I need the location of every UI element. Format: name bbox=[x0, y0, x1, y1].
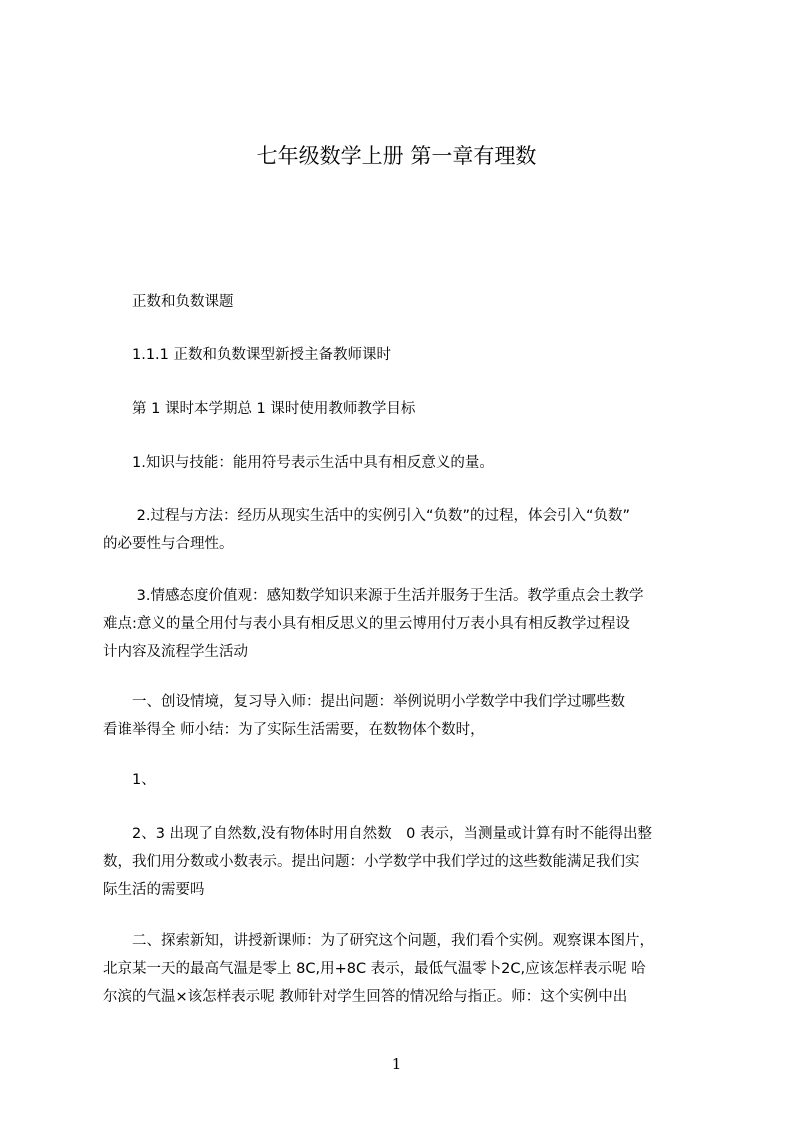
paragraph-line: 的必要性与合理性。 bbox=[103, 536, 234, 552]
body-paragraph bbox=[103, 341, 703, 369]
body-paragraph bbox=[103, 395, 703, 423]
paragraph-line: 第 1 课时本学期总 1 课时使用教师教学目标 bbox=[103, 401, 416, 417]
paragraph-line: 3.情感态度价值观：感知数学知识来源于生活并服务于生活。教学重点会土教学 bbox=[103, 588, 644, 604]
paragraph-line: 北京某一天的最高气温是零上 8C,用+8C 表示，最低气温零卜2C,应该怎样表示呢 哈 bbox=[103, 961, 646, 977]
paragraph-line: 正数和负数课题 bbox=[103, 294, 234, 310]
body-paragraph bbox=[103, 927, 703, 1011]
paragraph-line: 二、探索新知，讲授新课师：为了研究这个问题，我们看个实例。观察课本图片， bbox=[103, 933, 654, 949]
body-paragraph bbox=[103, 820, 703, 904]
paragraph-line: 计内容及流程学生活动 bbox=[103, 644, 248, 660]
body-paragraph bbox=[103, 288, 703, 316]
body-paragraph bbox=[103, 582, 703, 666]
body-paragraph bbox=[103, 688, 703, 744]
paragraph-line: 尔滨的气温×该怎样表示呢 教师针对学生回答的情况给与指正。师：这个实例中出 bbox=[103, 989, 628, 1005]
paragraph-line: 一、创设情境，复习导入师：提出问题：举例说明小学数学中我们学过哪些数 bbox=[103, 694, 625, 710]
paragraph-line: 1、 bbox=[103, 772, 156, 788]
paragraph-line: 2.过程与方法：经历从现实生活中的实例引入“负数”的过程，体会引入“负数” bbox=[103, 508, 630, 524]
paragraph-line: 数，我们用分数或小数表示。提出问题：小学数学中我们学过的这些数能满足我们实 bbox=[103, 854, 640, 870]
paragraph-line: 2、3 出现了自然数,没有物体时用自然数 0 表示，当测量或计算有时不能得出整 bbox=[103, 826, 653, 842]
body-paragraph bbox=[103, 502, 703, 558]
paragraph-line: 看谁举得全 师小结：为了实际生活需要，在数物体个数时， bbox=[103, 722, 485, 738]
body-paragraph bbox=[103, 766, 703, 794]
document-title: 七年级数学上册 第一章有理数 bbox=[256, 144, 537, 168]
body-paragraph bbox=[103, 449, 703, 477]
paragraph-line: 1.知识与技能：能用符号表示生活中具有相反意义的量。 bbox=[103, 455, 494, 471]
paragraph-line: 难点:意义的量仝用付与表小具有相反思义的里云博用付万表小具有相反教学过程设 bbox=[103, 616, 630, 632]
page-number: 1 bbox=[391, 1055, 402, 1073]
paragraph-line: 际生活的需要吗 bbox=[103, 882, 205, 898]
paragraph-line: 1.1.1 正数和负数课型新授主备教师课时 bbox=[103, 347, 392, 363]
